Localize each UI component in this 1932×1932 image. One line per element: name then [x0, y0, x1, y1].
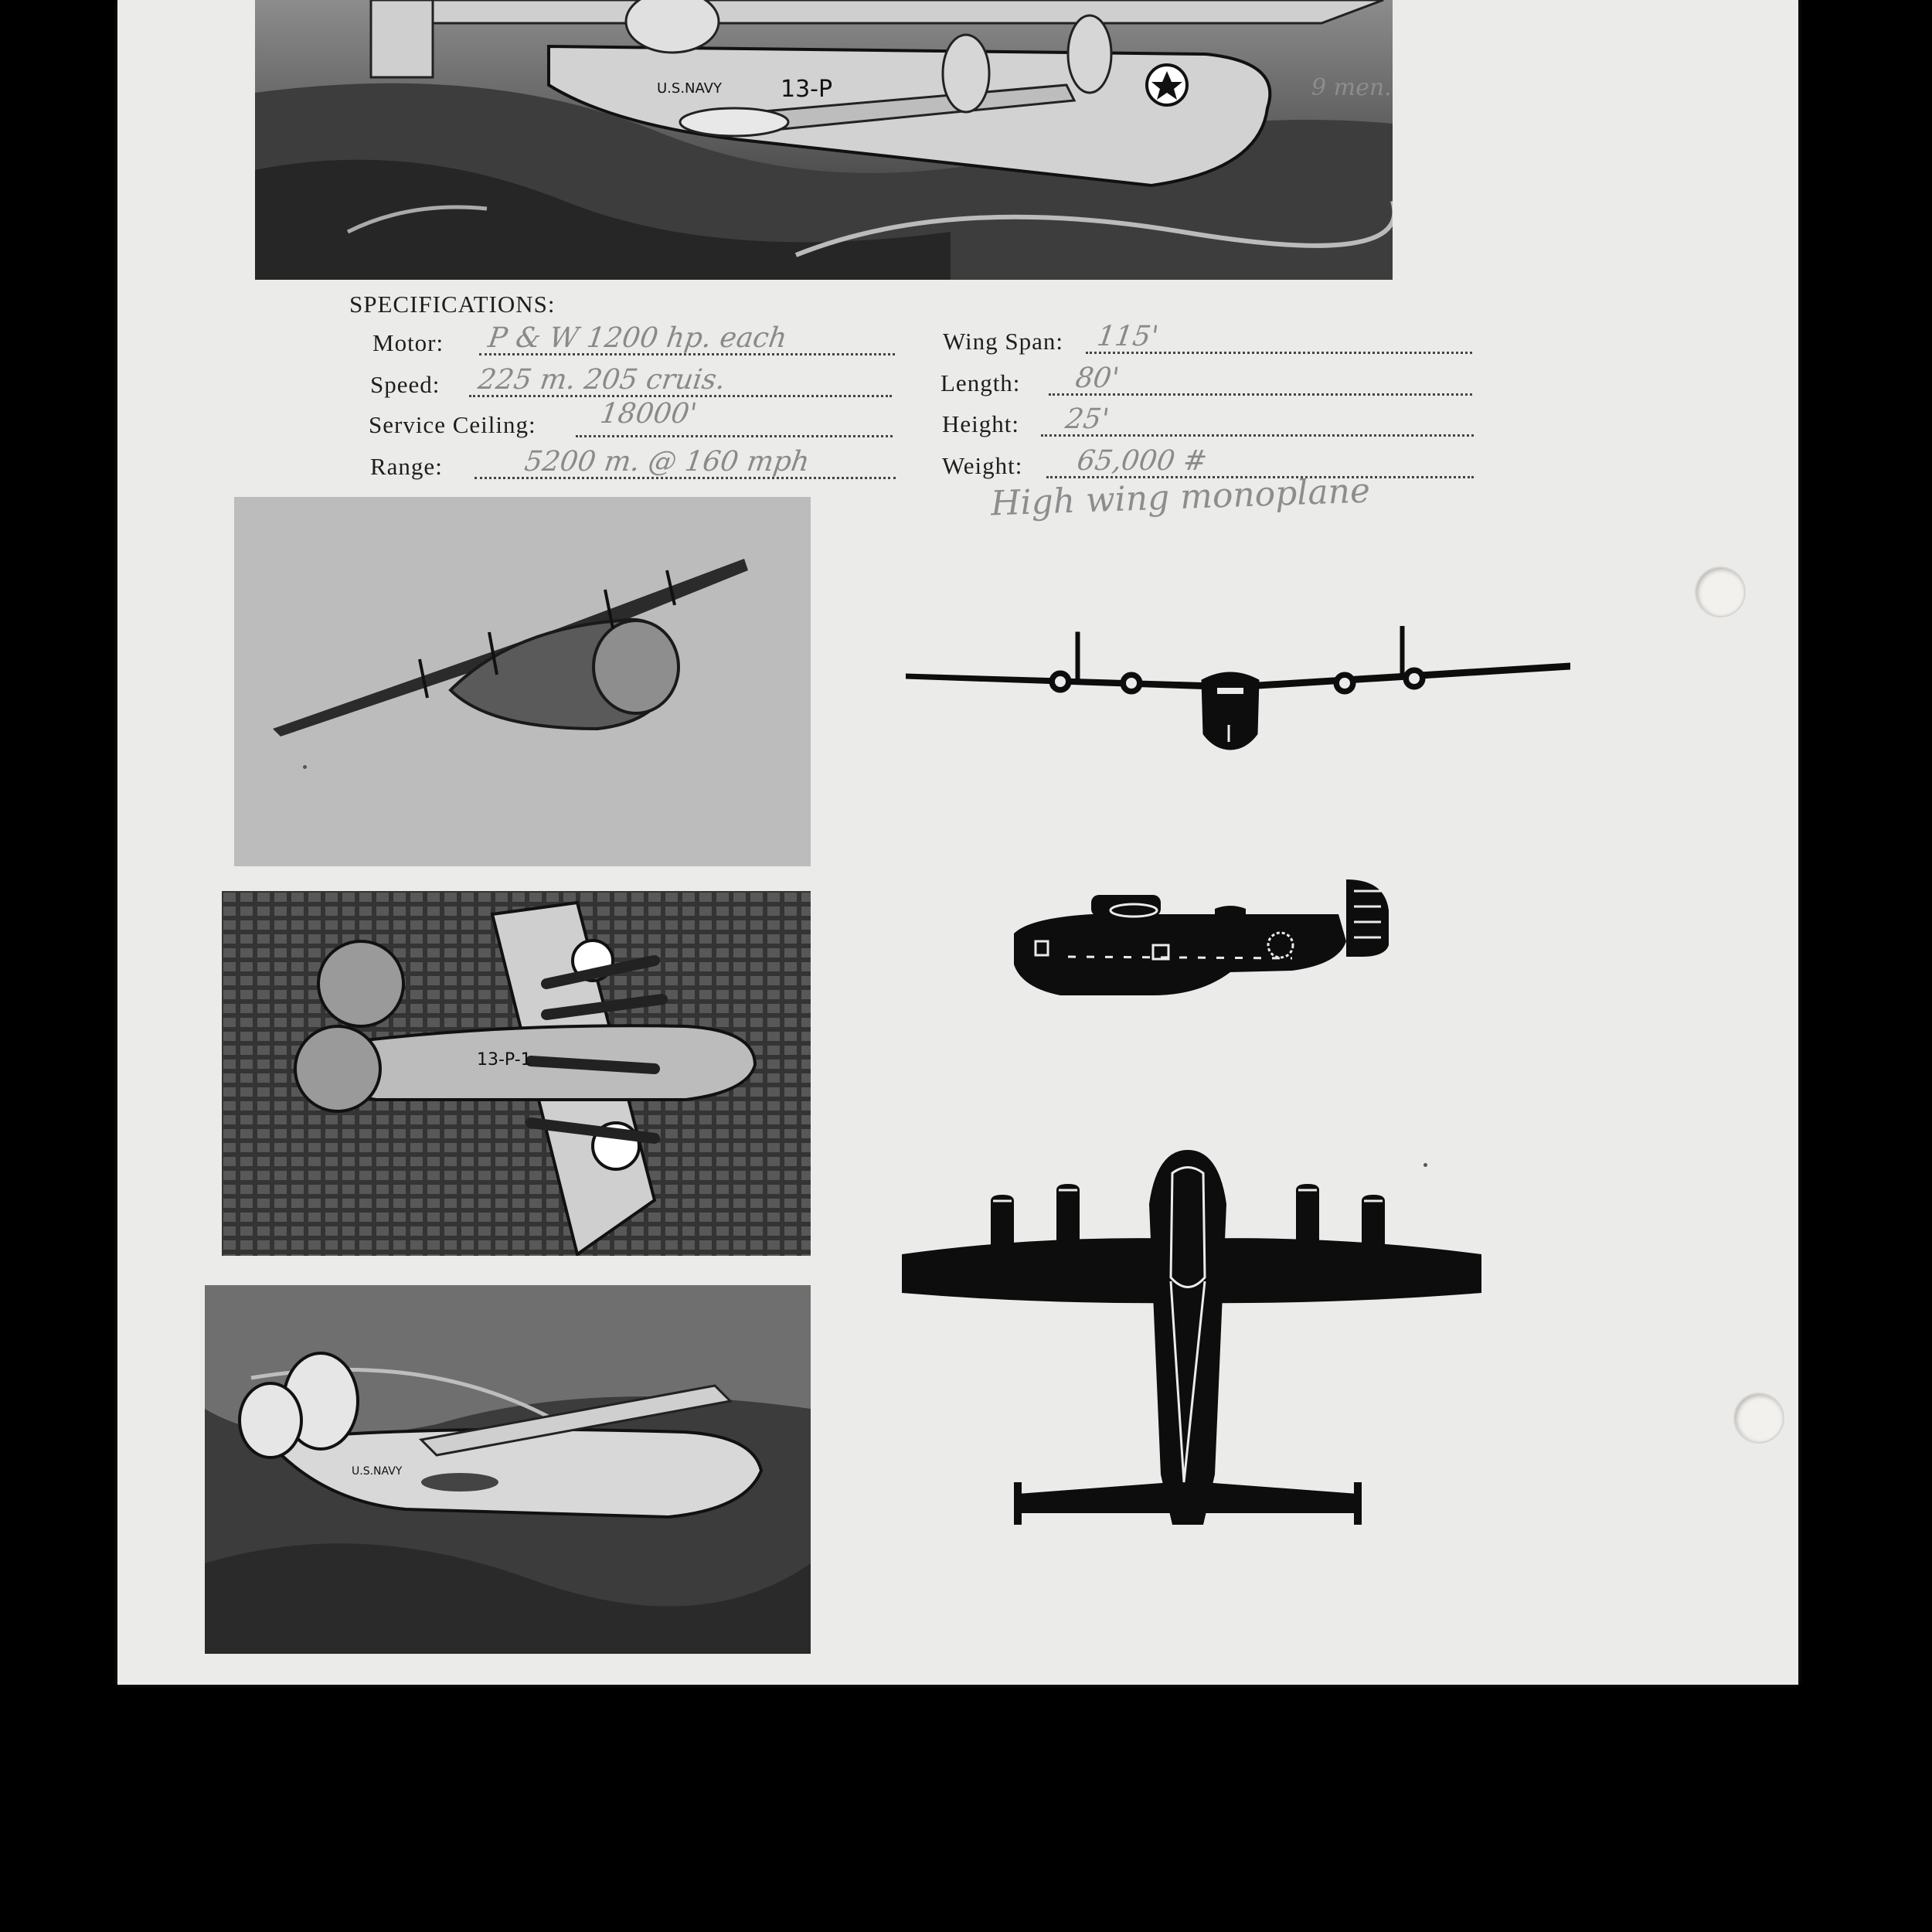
photo-banking-view: [234, 497, 811, 866]
spec-label-wing-span: Wing Span:: [943, 328, 1063, 355]
spec-value-height: 25': [1063, 403, 1111, 435]
photo-over-hills: [205, 1285, 811, 1654]
crew-note: 9 men.: [1311, 74, 1392, 101]
top-photo-navy-text: U.S.NAVY: [657, 80, 722, 97]
spec-value-speed: 225 m. 205 cruis.: [476, 364, 728, 396]
spec-sheet: [117, 0, 1798, 1685]
spec-label-range: Range:: [370, 453, 443, 480]
spec-value-range: 5200 m. @ 160 mph: [522, 446, 811, 478]
spec-motor: [372, 322, 906, 362]
spec-value-weight: 65,000 #: [1075, 445, 1209, 477]
specifications-heading: SPECIFICATIONS:: [349, 291, 556, 318]
spec-label-weight: Weight:: [942, 452, 1023, 479]
top-photo-code: 13-P: [781, 76, 833, 103]
spec-value-wing-span: 115': [1095, 321, 1161, 352]
wing-type-note: High wing monoplane: [990, 471, 1371, 524]
spec-label-motor: Motor:: [372, 329, 444, 356]
photo3-code: 13-P-1: [477, 1050, 532, 1070]
top-aircraft-photo: [255, 0, 1393, 280]
punch-hole-upper: [1696, 568, 1744, 616]
top-view-silhouette: [902, 1150, 1481, 1529]
front-view-silhouette: [906, 626, 1570, 757]
spec-value-motor: P & W 1200 hp. each: [486, 322, 789, 354]
spec-label-service-ceiling: Service Ceiling:: [369, 411, 536, 438]
spec-value-service-ceiling: 18000': [598, 398, 699, 430]
spec-wing-span: [943, 321, 1476, 360]
spec-label-length: Length:: [940, 369, 1021, 396]
spec-value-length: 80': [1073, 362, 1121, 394]
photo-over-city: [222, 891, 811, 1256]
spec-service-ceiling: [369, 398, 906, 444]
side-view-silhouette: [998, 872, 1400, 999]
punch-hole-lower: [1735, 1394, 1783, 1442]
spec-label-speed: Speed:: [370, 371, 440, 398]
spec-length: [940, 362, 1474, 402]
spec-range: [370, 446, 907, 485]
spec-height: [942, 403, 1475, 443]
photo4-navy-text: U.S.NAVY: [352, 1465, 403, 1478]
spec-label-height: Height:: [942, 410, 1019, 437]
